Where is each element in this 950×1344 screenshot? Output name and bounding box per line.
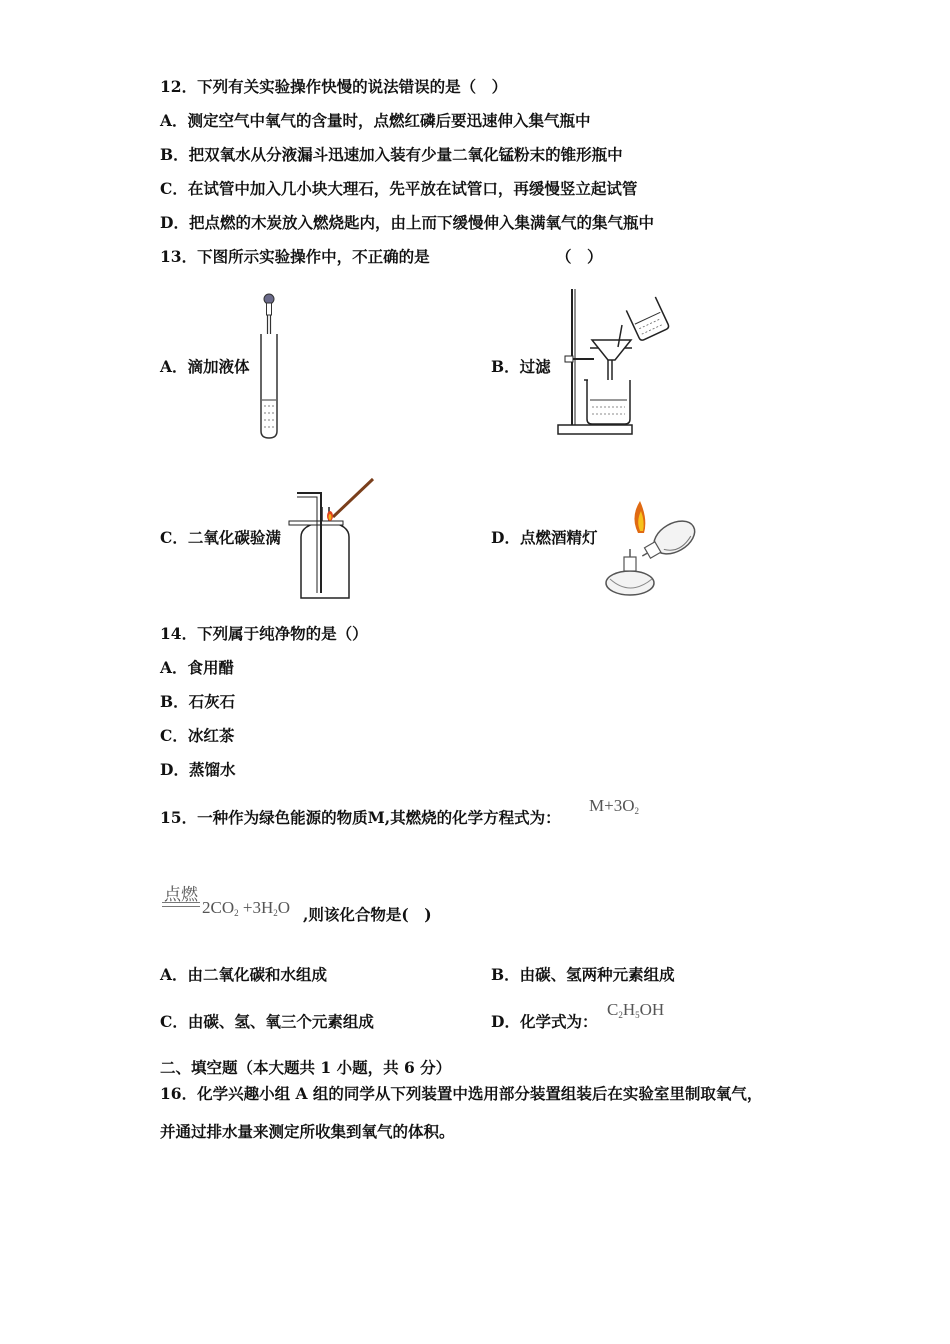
q14-option-a: A．食用醋: [160, 658, 235, 677]
equation-condition: 点燃: [164, 885, 198, 904]
alcohol-lamp-figure: [600, 495, 705, 605]
q15-option-c: C．由碳、氢、氧三个元素组成: [160, 1012, 374, 1031]
co2-check-figure: [285, 475, 385, 603]
q14-stem: 14．下列属于纯净物的是（）: [160, 624, 368, 643]
q13-answer-paren: （ ）: [556, 247, 603, 266]
q13-option-c: C．二氧化碳验满: [160, 528, 281, 547]
q15-option-a: A．由二氧化碳和水组成: [160, 965, 328, 984]
q15-stem: 15．一种作为绿色能源的物质M,其燃烧的化学方程式为：: [160, 808, 561, 827]
q13-option-d: D．点燃酒精灯: [491, 528, 598, 547]
q12-option-c: C．在试管中加入几小块大理石，先平放在试管口，再缓慢竖立起试管: [160, 179, 638, 198]
q15-option-d: D．化学式为：: [491, 1012, 598, 1031]
q16-line2: 并通过排水量来测定所收集到氧气的体积。: [160, 1122, 455, 1141]
q13-option-a: A．滴加液体: [160, 357, 250, 376]
q15-option-b: B．由碳、氢两种元素组成: [491, 965, 675, 984]
q14-option-b: B．石灰石: [160, 692, 236, 711]
ethanol-formula: $C_2H_5OH$: [607, 1000, 665, 1020]
equation-products: $2CO_2 +3H_2O$: [202, 898, 291, 918]
section-title: 二、填空题（本大题共 1 小题，共 6 分）: [160, 1058, 452, 1077]
equation-equals-top: [162, 902, 200, 903]
q13-option-b: B．过滤: [491, 357, 551, 376]
q14-option-d: D．蒸馏水: [160, 760, 236, 779]
dropper-test-tube-figure: [250, 290, 290, 442]
equation-reactants: $M+3O_2$: [589, 796, 639, 816]
q13-stem: 13．下图所示实验操作中，不正确的是: [160, 247, 430, 266]
q12-option-d: D．把点燃的木炭放入燃烧匙内，由上而下缓慢伸入集满氧气的集气瓶中: [160, 213, 654, 232]
q12-option-a: A．测定空气中氧气的含量时，点燃红磷后要迅速伸入集气瓶中: [160, 111, 591, 130]
q16-line1: 16．化学兴趣小组 A 组的同学从下列装置中选用部分装置组装后在实验室里制取氧气，: [160, 1084, 763, 1103]
filtration-figure: [550, 285, 675, 440]
q12-option-b: B．把双氧水从分液漏斗迅速加入装有少量二氧化锰粉末的锥形瓶中: [160, 145, 623, 164]
q14-option-c: C．冰红茶: [160, 726, 235, 745]
q12-stem: 12．下列有关实验操作快慢的说法错误的是（ ）: [160, 77, 508, 96]
equation-equals-bottom: [162, 906, 200, 907]
q15-stem-tail: ,则该化合物是( ): [303, 905, 432, 924]
